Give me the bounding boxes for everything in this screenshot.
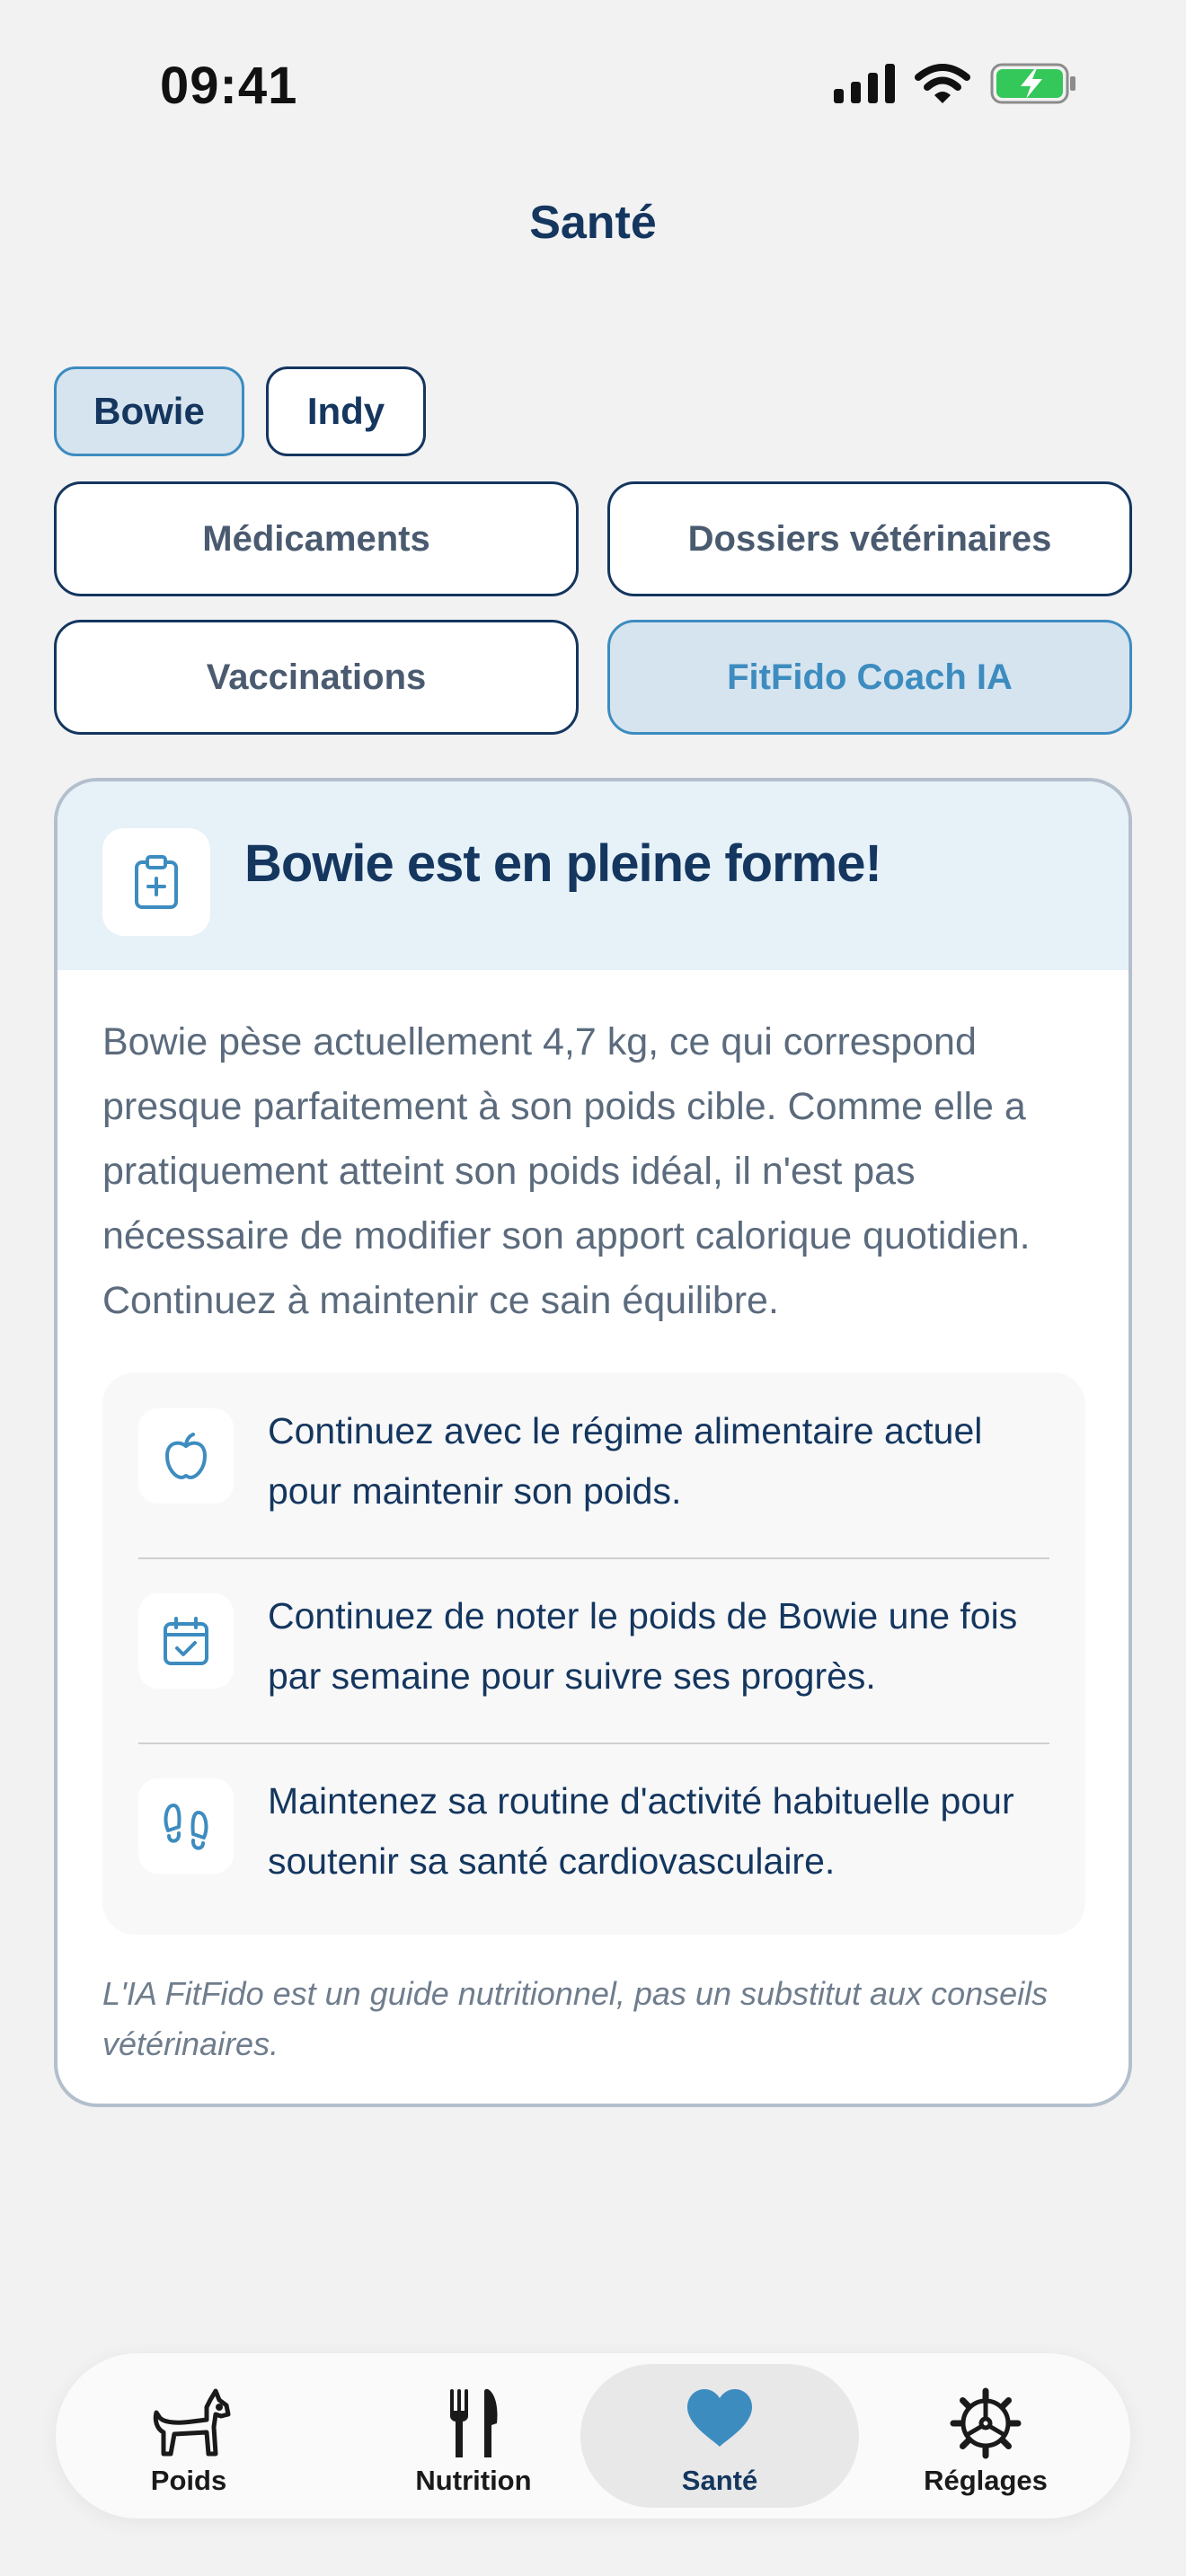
tab-medicaments[interactable]: Médicaments bbox=[54, 481, 579, 596]
pet-chip-bowie[interactable]: Bowie bbox=[54, 366, 244, 456]
tab-label: Santé bbox=[681, 2465, 758, 2496]
coach-card-body: Bowie pèse actuellement 4,7 kg, ce qui correspond presque parfaitement à son poids cible. Comme elle a pratiquement atteint son poids idéal, il n'est pas nécessaire de modifier son apport calorique quotidien. Continuez à maintenir ce sain équilibre. bbox=[102, 1020, 1031, 1322]
page-title: Santé bbox=[529, 197, 657, 249]
pet-chip-indy[interactable]: Indy bbox=[266, 366, 426, 456]
tips-list bbox=[102, 1372, 1085, 1935]
signal-icon bbox=[834, 64, 895, 108]
list-item bbox=[138, 1557, 1049, 1742]
tab-poids[interactable] bbox=[81, 2364, 296, 2508]
gear-icon bbox=[864, 2387, 1107, 2459]
tab-label: Réglages bbox=[924, 2465, 1048, 2496]
tab-fitfido-coach[interactable]: FitFido Coach IA bbox=[607, 620, 1132, 735]
heart-icon bbox=[580, 2387, 859, 2448]
disclaimer-text: L'IA FitFido est un guide nutritionnel, pas un substitut aux conseils vétérinaires. bbox=[102, 1975, 1049, 2062]
tip-text: Continuez avec le régime alimentaire actuel pour maintenir son poids. bbox=[268, 1410, 983, 1512]
tab-label: Nutrition bbox=[415, 2465, 532, 2496]
tab-sante[interactable] bbox=[580, 2364, 859, 2508]
coach-card-title: Bowie est en pleine forme! bbox=[244, 834, 881, 893]
dog-icon bbox=[81, 2387, 296, 2459]
wifi-icon bbox=[915, 63, 970, 109]
list-item bbox=[138, 1372, 1049, 1557]
tab-dossiers-veterinaires[interactable]: Dossiers vétérinaires bbox=[607, 481, 1132, 596]
list-item bbox=[138, 1742, 1049, 1927]
status-bar bbox=[0, 0, 1186, 171]
coach-card bbox=[54, 778, 1132, 2107]
battery-charging-icon bbox=[990, 63, 1078, 109]
tip-text: Maintenez sa routine d'activité habituelle pour soutenir sa santé cardiovasculaire. bbox=[268, 1780, 1014, 1882]
apple-icon bbox=[138, 1408, 234, 1504]
bottom-tab-bar bbox=[56, 2353, 1130, 2519]
tab-vaccinations[interactable]: Vaccinations bbox=[54, 620, 579, 735]
status-icons bbox=[834, 63, 1078, 109]
tab-label: Poids bbox=[150, 2465, 227, 2496]
tab-nutrition[interactable] bbox=[352, 2364, 595, 2508]
tab-reglages[interactable] bbox=[864, 2364, 1107, 2508]
status-time: 09:41 bbox=[160, 57, 298, 115]
coach-card-header bbox=[58, 781, 1128, 970]
calendar-check-icon bbox=[138, 1593, 234, 1689]
tip-text: Continuez de noter le poids de Bowie une fois par semaine pour suivre ses progrès. bbox=[268, 1595, 1018, 1697]
footprints-icon bbox=[138, 1778, 234, 1874]
clipboard-plus-icon bbox=[102, 828, 210, 936]
fork-knife-icon bbox=[352, 2387, 595, 2459]
